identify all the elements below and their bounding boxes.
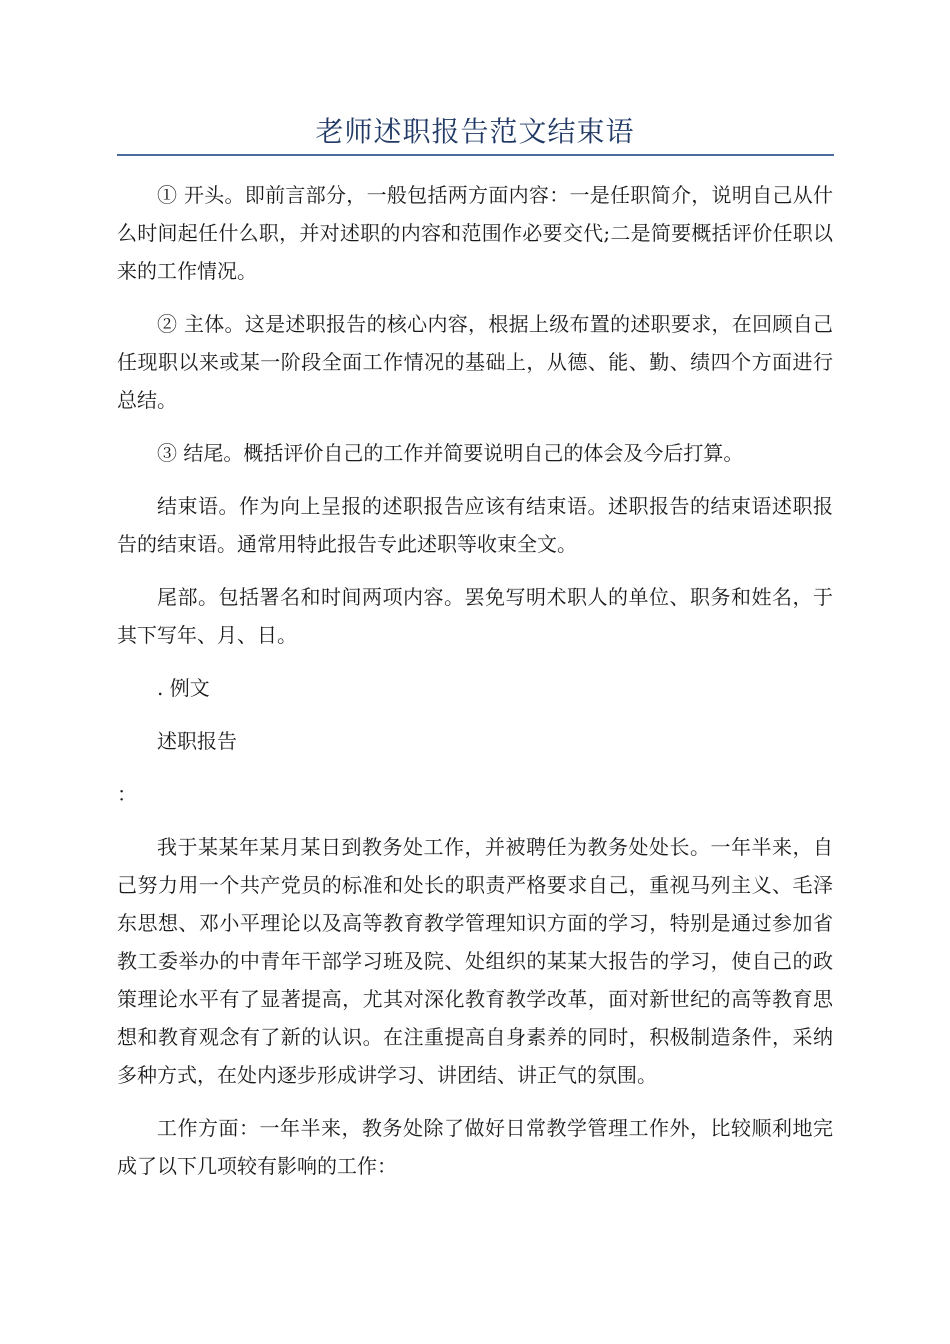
paragraph-main-body: ② 主体。这是述职报告的核心内容，根据上级布置的述职要求，在回顾自己任现职以来或某一阶段全面工作情况的基础上，从德、能、勤、绩四个方面进行总结。	[117, 312, 833, 412]
document-body	[117, 176, 833, 1200]
paragraph-report-intro: 我于某某年某月某日到教务处工作，并被聘任为教务处处长。一年半来，自己努力用一个共产党员的标准和处长的职责严格要求自己，重视马列主义、毛泽东思想、邓小平理论以及高等教育教学管理知识方面的学习，特别是通过参加省教工委举办的中青年干部学习班及院、处组织的某某大报告的学习，使自己的政策理论水平有了显著提高，尤其对深化教育教学改革，面对新世纪的高等教育思想和教育观念有了新的认识。在注重提高自身素养的同时，积极制造条件，采纳多种方式，在处内逐步形成讲学习、讲团结、讲正气的氛围。	[117, 835, 833, 1087]
paragraph-example-heading: . 例文	[157, 676, 210, 700]
paragraph-footer: 尾部。包括署名和时间两项内容。罢免写明术职人的单位、职务和姓名，于其下写年、月、日。	[117, 585, 833, 647]
title-underline	[117, 154, 834, 156]
paragraph-opening: ① 开头。即前言部分，一般包括两方面内容：一是任职简介，说明自己从什么时间起任什么职，并对述职的内容和范围作必要交代;二是简要概括评价任职以来的工作情况。	[117, 183, 833, 283]
paragraph-report-heading: 述职报告	[157, 729, 237, 753]
paragraph-ending: ③ 结尾。概括评价自己的工作并简要说明自己的体会及今后打算。	[157, 441, 744, 465]
paragraph-work-aspects: 工作方面：一年半来，教务处除了做好日常教学管理工作外，比较顺利地完成了以下几项较有影响的工作：	[117, 1116, 833, 1178]
paragraph-closing-remarks: 结束语。作为向上呈报的述职报告应该有结束语。述职报告的结束语述职报告的结束语。通常用特此报告专此述职等收束全文。	[117, 494, 833, 556]
paragraph-salutation: ：	[117, 782, 137, 806]
document-title: 老师述职报告范文结束语	[315, 115, 635, 148]
